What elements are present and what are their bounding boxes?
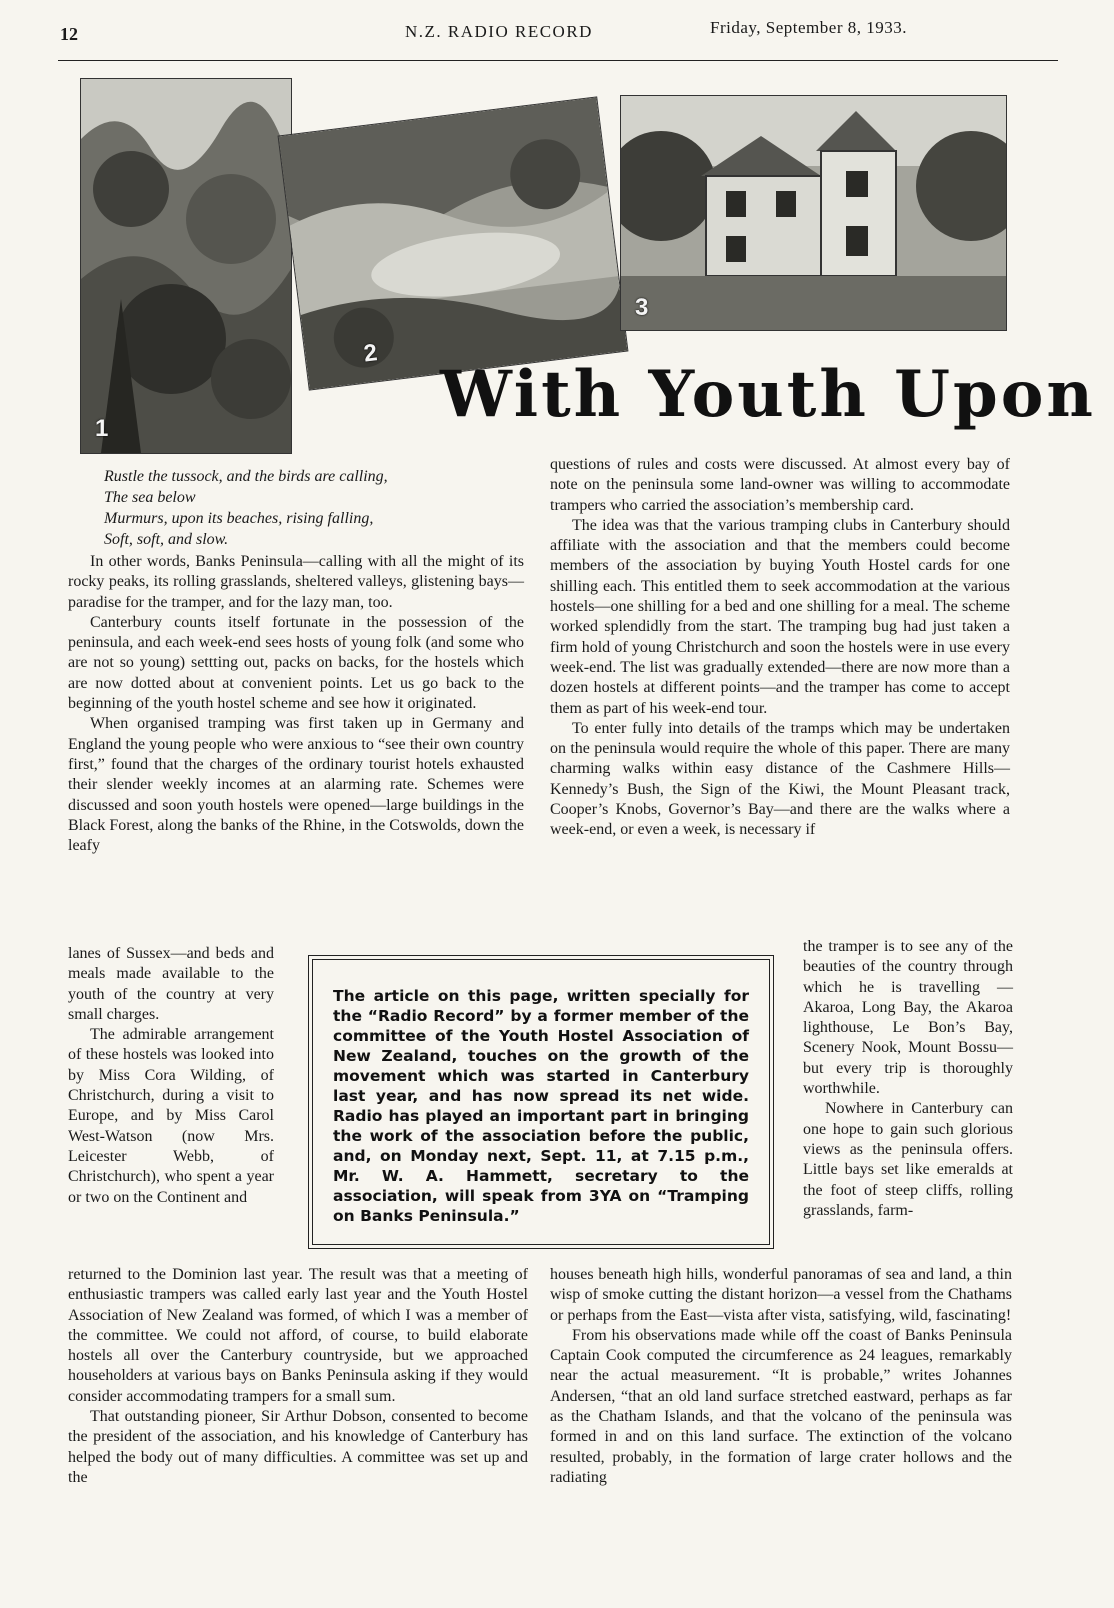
paragraph: Canterbury counts itself fortunate in the possession of the peninsula, and each week-end sees hosts of young folk (and some who are not so young) settting out, packs on backs, for the hostels which are now dotted about at convenient points. Let us go back to the beginning of the youth hostel scheme and see how it originated. [68, 613, 524, 713]
paragraph: From his observations made while off the coast of Banks Peninsula Captain Cook computed the circumference as 24 leagues, remarkably near the actual measurement. “It is probable,” writes Johannes Andersen, “that an old land surface stretched eastward, perhaps as far as the Chatham Islands, and that the volcano of the peninsula was formed in and on this land surface. The extinction of the volcano resulted, probably, in the formation of large crater hollows and the radiating [550, 1326, 1012, 1486]
paragraph: lanes of Sussex—and beds and meals made available to the youth of the country at very small charges. [68, 945, 274, 1023]
paragraph: The admirable arrangement of these hostels was looked into by Miss Cora Wilding, of Christchurch, during a visit to Europe, and by Miss Carol West-Watson (now Mrs. Leicester Webb, of Christchurch), who spent a year or two on the Continent and [68, 1026, 274, 1206]
epigraph-poem [104, 466, 524, 550]
article-column-left [68, 552, 524, 856]
boxed-note [308, 955, 774, 1249]
article-column-left-wrap [68, 944, 274, 1208]
page-header [60, 14, 1060, 46]
poem-line: Rustle the tussock, and the birds are calling, [104, 468, 388, 485]
paragraph: returned to the Dominion last year. The result was that a meeting of enthusiastic trampers was called early last year and the Youth Hostel Association of New Zealand was formed, of which I was a member of the committee. We could not afford, of course, to build elaborate hostels all over the Canterbury countryside, but we approached householders at various bays on Banks Peninsula asking if they would consider accommodating trampers for a small sum. [68, 1266, 528, 1405]
photo-number: 1 [95, 415, 109, 442]
photo-valley [278, 96, 629, 390]
photo-bush [80, 78, 292, 454]
article-column-right-wrap [803, 937, 1013, 1221]
poem-line: Murmurs, upon its beaches, rising falling, [104, 510, 374, 527]
poem-line: Soft, soft, and slow. [104, 531, 229, 548]
article-headline: With Youth Upon [440, 357, 1096, 432]
page-number: 12 [60, 24, 78, 44]
paragraph: Nowhere in Canterbury can one hope to gain such glorious views as the peninsula offers. Little bays set like emeralds at the foot of steep cliffs, rolling grasslands, farm- [803, 1100, 1013, 1219]
photo-number: 2 [362, 339, 379, 368]
article-column-right [550, 455, 1010, 841]
publication-title: N.Z. RADIO RECORD [405, 22, 593, 41]
boxed-note-text: The article on this page, written specially for the “Radio Record” by a former member of the committee of the Youth Hostel Association of New Zealand, touches on the growth of the movement which was started in Canterbury last year, and has now spread its net wide. Radio has played an important part in bringing the work of the association before the public, and, on Monday next, Sept. 11, at 7.15 p.m., Mr. W. A. Hammett, secretary to the association, will speak from 3YA on “Tramping on Banks Peninsula.” [312, 959, 770, 1245]
issue-date: Friday, September 8, 1933. [710, 18, 907, 37]
paragraph: The idea was that the various tramping clubs in Canterbury should affiliate with the association and that the members could become members of the association by buying Youth Hostel cards for one shilling each. This entitled them to seek accommodation at the various hostels—one shilling for a bed and one shilling for a meal. The scheme worked splendidly from the start. The tramping bug had just taken a firm hold of young Christchurch and soon the hostels were in use every week-end. The list was gradually extended—there are now more than a dozen hostels at different points—and the tramper has come to accept them as part of his week-end tour. [550, 516, 1010, 717]
paragraph: When organised tramping was first taken up in Germany and England the young people who were anxious to “see their own country first,” found that the charges of the ordinary tourist hotels exhausted their slender weekly incomes at an alarming rate. Schemes were discussed and soon youth hostels were opened—large buildings in the Black Forest, along the banks of the Rhine, in the Cotswolds, down the leafy [68, 715, 524, 855]
header-rule [58, 60, 1058, 61]
article-column-left-bottom [68, 1265, 528, 1488]
paragraph: In other words, Banks Peninsula—calling with all the might of its rocky peaks, its rolling grasslands, sheltered valleys, glistening bays—paradise for the tramper, and for the lazy man, too. [68, 553, 524, 611]
paragraph: the tramper is to see any of the beauties of the country through which he is travelling — Akaroa, Long Bay, the Akaroa lighthouse, Le Bon’s Bay, Scenery Nook, Mount Bossu—but every trip is thoroughly worthwhile. [803, 938, 1013, 1098]
article-column-right-bottom [550, 1265, 1012, 1488]
paragraph: questions of rules and costs were discussed. At almost every bay of note on the peninsula some land-owner was willing to accommodate trampers who carried the association’s membership card. [550, 456, 1010, 514]
photo-house [620, 95, 1007, 331]
poem-line: The sea below [104, 489, 196, 506]
photo-number: 3 [635, 294, 649, 321]
paragraph: houses beneath high hills, wonderful panoramas of sea and land, a thin wisp of smoke cutting the distant horizon—a vessel from the Chathams or perhaps from the East—vista after vista, satisfying, wild, fascinating! [550, 1266, 1012, 1324]
paragraph: To enter fully into details of the tramps which may be undertaken on the peninsula would require the whole of this paper. There are many charming walks within easy distance of the Cashmere Hills—Kennedy’s Bush, the Sign of the Kiwi, the Mount Pleasant track, Cooper’s Knobs, Governor’s Bay—and there are the walks where a week-end, or even a week, is necessary if [550, 719, 1010, 839]
paragraph: That outstanding pioneer, Sir Arthur Dobson, consented to become the president of the association, and his knowledge of Canterbury has helped the body out of many difficulties. A committee was set up and the [68, 1408, 528, 1486]
